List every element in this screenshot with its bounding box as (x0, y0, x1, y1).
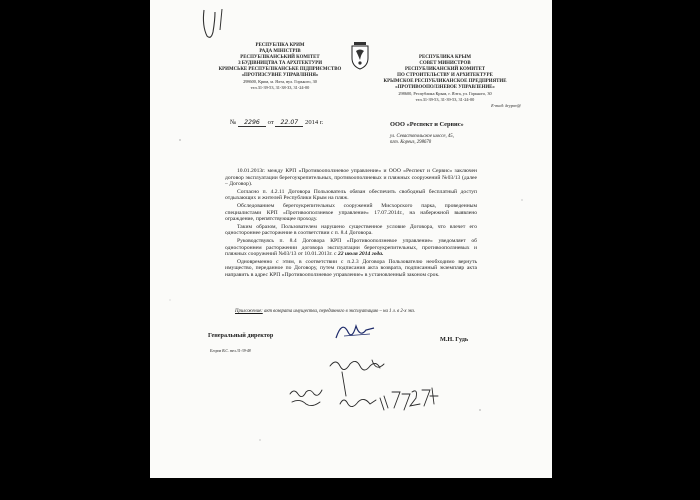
body-paragraph: Обследованием берегоукрепительных сооружений Мисхорского парка, проведенным специалистами КРП «Противооползневое управление» 17.07.2014г., на набережной выявлено ограждение, препятствующее проходу. (225, 202, 477, 223)
header-right-line: РЕСПУБЛИКА КРЫМ (419, 55, 471, 60)
executor-info: Егоров В.С. тел.31-39-48 (210, 349, 251, 353)
header-left-address: 298600, Крим, м. Ялта, вул. Горького, 30 (243, 79, 317, 84)
recipient-name: ООО «Респект и Сервис» (390, 121, 464, 128)
body-paragraph: 10.01.2013г. между КРП «Противооползневое управление» и ООО «Респект и Сервис» заключен договор эксплуатации берегоукрепительных, противооползневых и пляжных сооружений №03/13 (далее – Договор). (225, 168, 477, 188)
date-label: от (267, 119, 274, 126)
header-right-line: ПО СТРОИТЕЛЬСТВУ И АРХИТЕКТУРЕ (397, 73, 493, 78)
header-left-line: РАДА МІНІСТРІВ (259, 49, 301, 54)
number-value: 2296 (238, 119, 266, 127)
letter-page (150, 0, 552, 478)
body-paragraph: Одновременно с этим, в соответствии с п.2.3 Договора Пользователю необходимо вернуть имущество, переданное по Договору, путем подписания акта возврата, подписанный экземпляр акта направить в адрес КРП «Противооползневое управление» в установленный законом срок. (225, 258, 477, 278)
date-year: 2014 г. (305, 119, 324, 126)
scan-noise (150, 0, 552, 478)
recipient-postcode: пгт. Кореиз, 298670 (390, 140, 432, 145)
header-right-line: СОВЕТ МИНИСТРОВ (419, 61, 471, 66)
signatory-name: М.Н. Гудь (440, 336, 469, 343)
termination-date: 22 июля 2014 года. (337, 251, 384, 258)
body-paragraph: Согласно п. 4.2.11 Договора Пользователь обязан обеспечить свободный бесплатный доступ отдыхающих и жителей Республики Крым на пляж. (225, 188, 477, 202)
signature-title: Генеральный директор (208, 332, 274, 339)
header-right-address: 298600, Республика Крым, г. Ялта, ул. Горького, 30 (398, 91, 492, 96)
header-right-line: РЕСПУБЛИКАНСКИЙ КОМИТЕТ (405, 67, 485, 72)
recipient-address: ул. Севастопольское шоссе, 45, (390, 134, 454, 139)
attachment-label: Приложение: (235, 309, 263, 314)
body-text: Руководствуясь п. 8.4 Договора КРП «Противооползневое управление» уведомляет об одностороннем расторжении договора эксплуатации берегоукрепительных, противооползневых и пляжных сооружений №03/13 от 10.01.2013г. с (225, 237, 477, 258)
header-left-phones: тел.31-39-53, 31-38-33, 31-24-00 (250, 85, 310, 90)
body-paragraph: Таким образом, Пользователем нарушено существенное условие Договора, что влечет его одностороннее расторжение в соответствии с п. 8.4 Договора. (225, 223, 477, 237)
header-left-line: З БУДІВНИЦТВА ТА АРХІТЕКТУРИ (237, 61, 323, 66)
header-left-line: «ПРОТИЗСУВНЕ УПРАВЛІННЯ» (241, 73, 319, 78)
scan-bottom-strip (150, 478, 552, 500)
header-right-phones: тел.31-39-53, 31-39-53, 31-24-00 (415, 97, 475, 102)
date-value: 22.07 (275, 119, 303, 127)
number-label: № (230, 119, 237, 126)
header-right-line: КРЫМСКОЕ РЕСПУБЛИКАНСКОЕ ПРЕДПРИЯТИЕ (383, 79, 507, 84)
header-left-line: КРИМСЬКЕ РЕСПУБЛІКАНСЬКЕ ПІДПРИЄМСТВО (218, 67, 342, 72)
attachment-text: акт возврата имущества, переданного в эксплуатацию – на 1 л. в 2-х экз. (263, 309, 416, 314)
header-left-line: РЕСПУБЛІКАНСЬКИЙ КОМІТЕТ (240, 55, 320, 60)
header-right-line: «ПРОТИВООПОЛЗНЕВОЕ УПРАВЛЕНИЕ» (395, 85, 495, 90)
header-right-email: E-mail: krypov@ (491, 103, 521, 108)
header-left-line: РЕСПУБЛІКА КРИМ (255, 43, 305, 48)
